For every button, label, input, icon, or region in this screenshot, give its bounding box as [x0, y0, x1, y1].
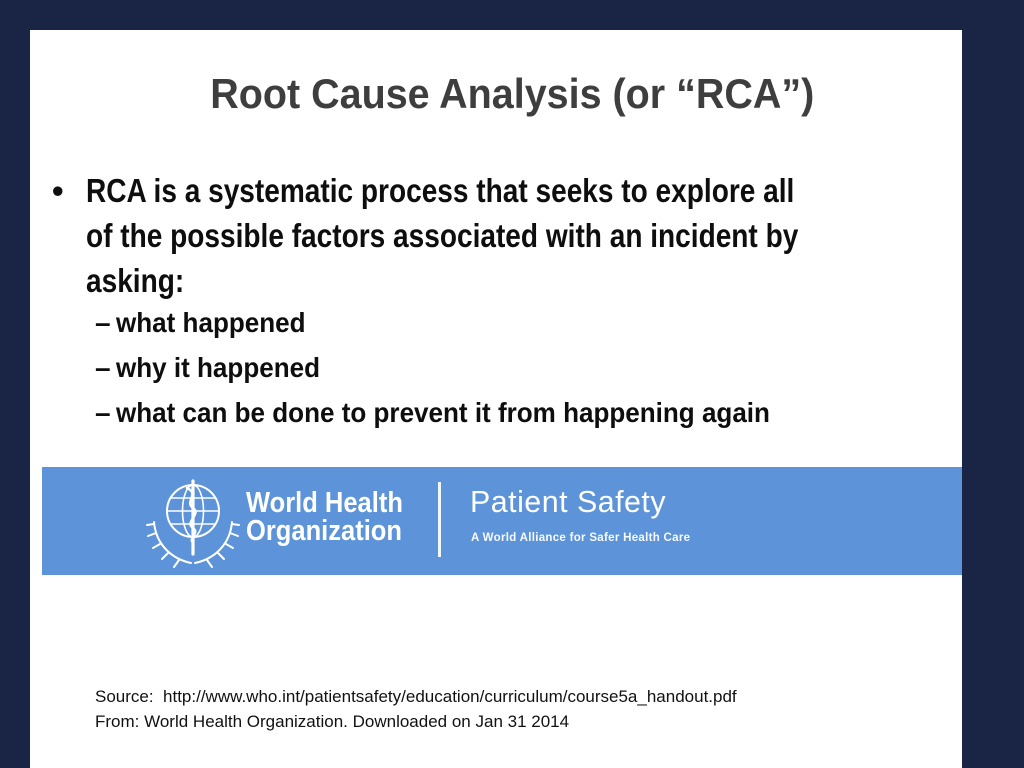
program-tagline: A World Alliance for Safer Health Care — [471, 532, 691, 544]
bullet-paragraph — [86, 168, 924, 303]
banner-divider — [438, 482, 441, 557]
sub-bullet-list — [95, 300, 819, 435]
source-line-from: From: World Health Organization. Downloaded on Jan 31 2014 — [95, 712, 570, 731]
list-item — [95, 345, 819, 390]
bullet-line: RCA is a systematic process that seeks to explore all — [86, 172, 795, 209]
dash-bullet-marker: – — [95, 307, 111, 338]
viewer-frame-top — [0, 0, 1024, 30]
viewer-frame-left — [0, 0, 30, 768]
list-item — [95, 390, 819, 435]
who-org-name-line1: World Health — [246, 487, 403, 519]
source-line-url: Source: http://www.who.int/patientsafety/education/curriculum/course5a_handout.pdf — [95, 687, 737, 706]
sub-bullet-text: what happened — [116, 307, 306, 338]
who-org-name — [246, 489, 424, 545]
list-item — [95, 300, 819, 345]
bullet-marker: • — [52, 172, 64, 209]
dash-bullet-marker: – — [95, 352, 111, 383]
who-banner — [42, 467, 962, 575]
viewer-frame-right — [962, 0, 1024, 768]
sub-bullet-text: why it happened — [116, 352, 321, 383]
program-title: Patient Safety — [470, 484, 667, 519]
dash-bullet-marker: – — [95, 397, 111, 428]
who-org-name-line2: Organization — [246, 515, 402, 547]
slide-title-text: Root Cause Analysis (or “RCA”) — [210, 70, 814, 117]
source-citation — [95, 684, 737, 734]
bullet-line: asking: — [86, 262, 185, 299]
slide-title — [0, 66, 1024, 122]
who-emblem-icon — [146, 478, 240, 568]
sub-bullet-text: what can be done to prevent it from happening again — [116, 397, 770, 428]
bullet-line: of the possible factors associated with an incident by — [86, 217, 799, 254]
